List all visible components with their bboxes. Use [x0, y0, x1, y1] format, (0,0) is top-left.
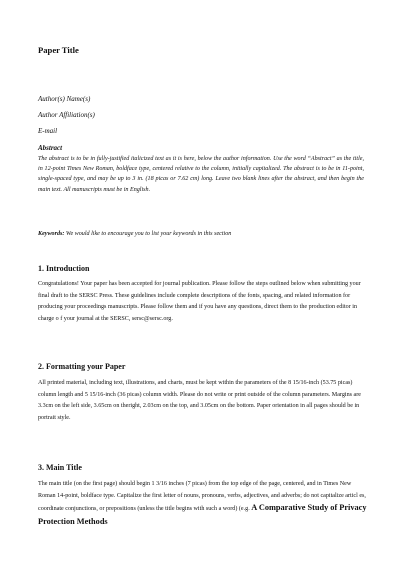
section-text-introduction: Congratulations! Your paper has been accepted for journal publication. Please follow the steps outlined below when submitting your final draft to the SERSC Press. These guidelines include complete descriptions of the fonts, spacing, and related information for producing your proceedings manuscripts. Please follow them and if you have any questions, direct them to the production editor in charge o f your journal at the SERSC, sersc@sersc.org. — [38, 281, 361, 322]
section-heading-formatting: 2. Formatting your Paper — [38, 362, 126, 371]
abstract-heading: Abstract — [38, 144, 63, 152]
keywords-text: We would like to encourage you to list your keywords in this section — [64, 231, 232, 237]
author-names: Author(s) Name(s) — [38, 95, 91, 103]
keywords-label: Keywords: — [38, 231, 65, 237]
section-heading-introduction: 1. Introduction — [38, 264, 90, 273]
section-text-formatting: All printed material, including text, illustrations, and charts, must be kept within the parameters of the 8 15/16-inch (53.75 picas) column length and 5 15/16-inch (36 picas) column width. Please do not write or print outside of the column parameters. Margins are 3.3cm on the left side, 3.65cm on theright, 2.03cm on the top, and 3.05cm on the bottom. Paper orientation in all pages should be in portrait style. — [38, 380, 361, 421]
abstract-text: The abstract is to be in fully-justified italicized text as it is here, below the author information. Use the word “Abstract” as the title, in 12-point Times New Roman, boldface type, centered relative to the column, initially capitalized. The abstract is to be in 11-point, single-spaced type, and may be up to 3 in. (18 picas or 7.62 cm) long. Leave two blank lines after the abstract, and then begin the main text. All manuscripts must be in English. — [38, 156, 364, 193]
keywords — [38, 231, 364, 237]
section-heading-main-title: 3. Main Title — [38, 463, 82, 472]
paper-title: Paper Title — [38, 45, 79, 55]
author-affiliation: Author Affiliation(s) — [38, 111, 95, 119]
author-email: E-mail — [38, 127, 58, 135]
main-title-text: The main title (on the first page) should begin 1 3/16 inches (7 picas) from the top edge of the page, centered, and in Times New Roman 14-point, boldface type. Capitalize the first letter of nouns, pronouns, verbs, adjectives, and adverbs; do not capitalize articl es, coordinate conjunctions, or prepositions (unless the title begins with such a word) (e.g. — [38, 481, 366, 513]
example-title: A Comparative Study of Privacy Protection Methods — [38, 503, 367, 526]
section-text-main-title — [38, 479, 368, 529]
